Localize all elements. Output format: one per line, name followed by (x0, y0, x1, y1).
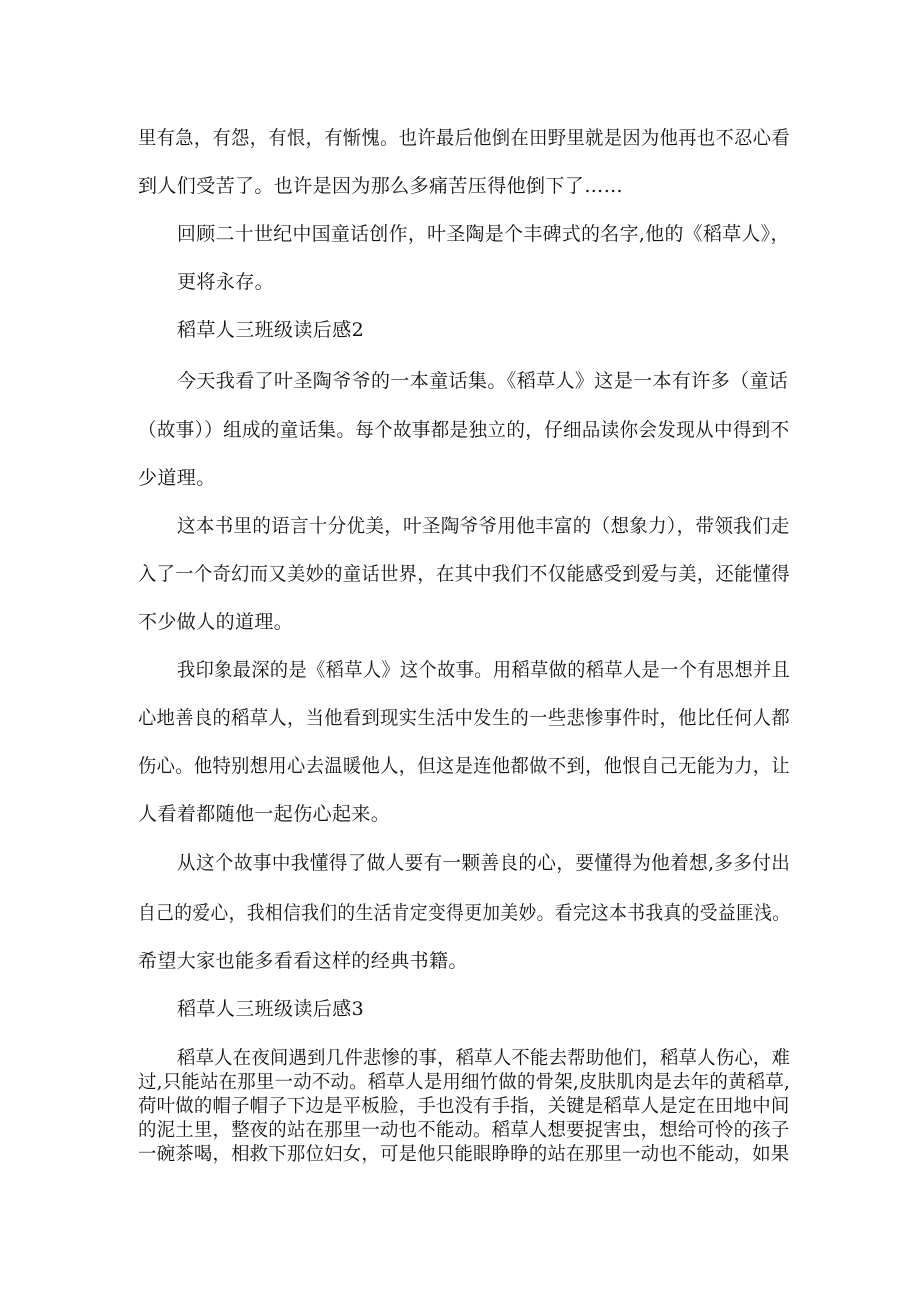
text-line: 里有急，有怨，有恨，有惭愧。也许最后他倒在田野里就是因为他再也不忍心看 (138, 127, 790, 149)
text-line: 从这个故事中我懂得了做人要有一颗善良的心，要懂得为他着想,多多付出 (177, 852, 791, 874)
text-line: 少道理。 (138, 467, 216, 489)
text-line: 一碗茶喝，相救下那位妇女，可是他只能眼睁睁的站在那里一动也不能动，如果 (138, 1144, 790, 1165)
text-line: （故事））组成的童话集。每个故事都是独立的，仔细品读你会发现从中得到不 (138, 419, 790, 441)
text-line: 荷叶做的帽子帽子下边是平板脸，手也没有手指，关键是稻草人是定在田地中间 (138, 1096, 790, 1117)
text-line: 回顾二十世纪中国童话创作，叶圣陶是个丰碑式的名字,他的《稻草人》， (177, 223, 790, 245)
text-line: 到人们受苦了。也许是因为那么多痛苦压得他倒下了…… (138, 175, 624, 197)
text-line: 自己的爱心，我相信我们的生活肯定变得更加美妙。看完这本书我真的受益匪浅。 (138, 902, 791, 924)
text-line: 希望大家也能多看看这样的经典书籍。 (138, 950, 468, 972)
text-line: 心地善良的稻草人，当他看到现实生活中发生的一些悲惨事件时，他比任何人都 (138, 707, 790, 729)
text-line: 伤心。他特别想用心去温暖他人，但这是连他都做不到，他恨自己无能为力，让 (138, 755, 790, 777)
text-line: 这本书里的语言十分优美，叶圣陶爷爷用他丰富的（想象力），带领我们走 (177, 515, 790, 537)
text-line: 的泥土里，整夜的站在那里一动也不能动。稻草人想要捉害虫，想给可怜的孩子 (138, 1120, 790, 1141)
text-line: 今天我看了叶圣陶爷爷的一本童话集。《稻草人》这是一本有许多（童话 (177, 370, 789, 392)
text-line: 更将永存。 (177, 271, 275, 293)
text-line: 稻草人在夜间遇到几件悲惨的事，稻草人不能去帮助他们，稻草人伤心，难 (177, 1048, 791, 1069)
text-line: 我印象最深的是《稻草人》这个故事。用稻草做的稻草人是一个有思想并且 (177, 659, 791, 681)
section-heading: 稻草人三班级读后感2 (177, 319, 365, 341)
text-line: 入了一个奇幻而又美妙的童话世界，在其中我们不仅能感受到爱与美，还能懂得 (138, 563, 790, 585)
text-line: 过,只能站在那里一动不动。稻草人是用细竹做的骨架,皮肤肌肉是去年的黄稻草, (138, 1072, 791, 1093)
text-line: 人看着都随他一起伤心起来。 (138, 803, 391, 825)
text-line: 不少做人的道理。 (138, 611, 294, 633)
section-heading: 稻草人三班级读后感3 (177, 998, 365, 1020)
